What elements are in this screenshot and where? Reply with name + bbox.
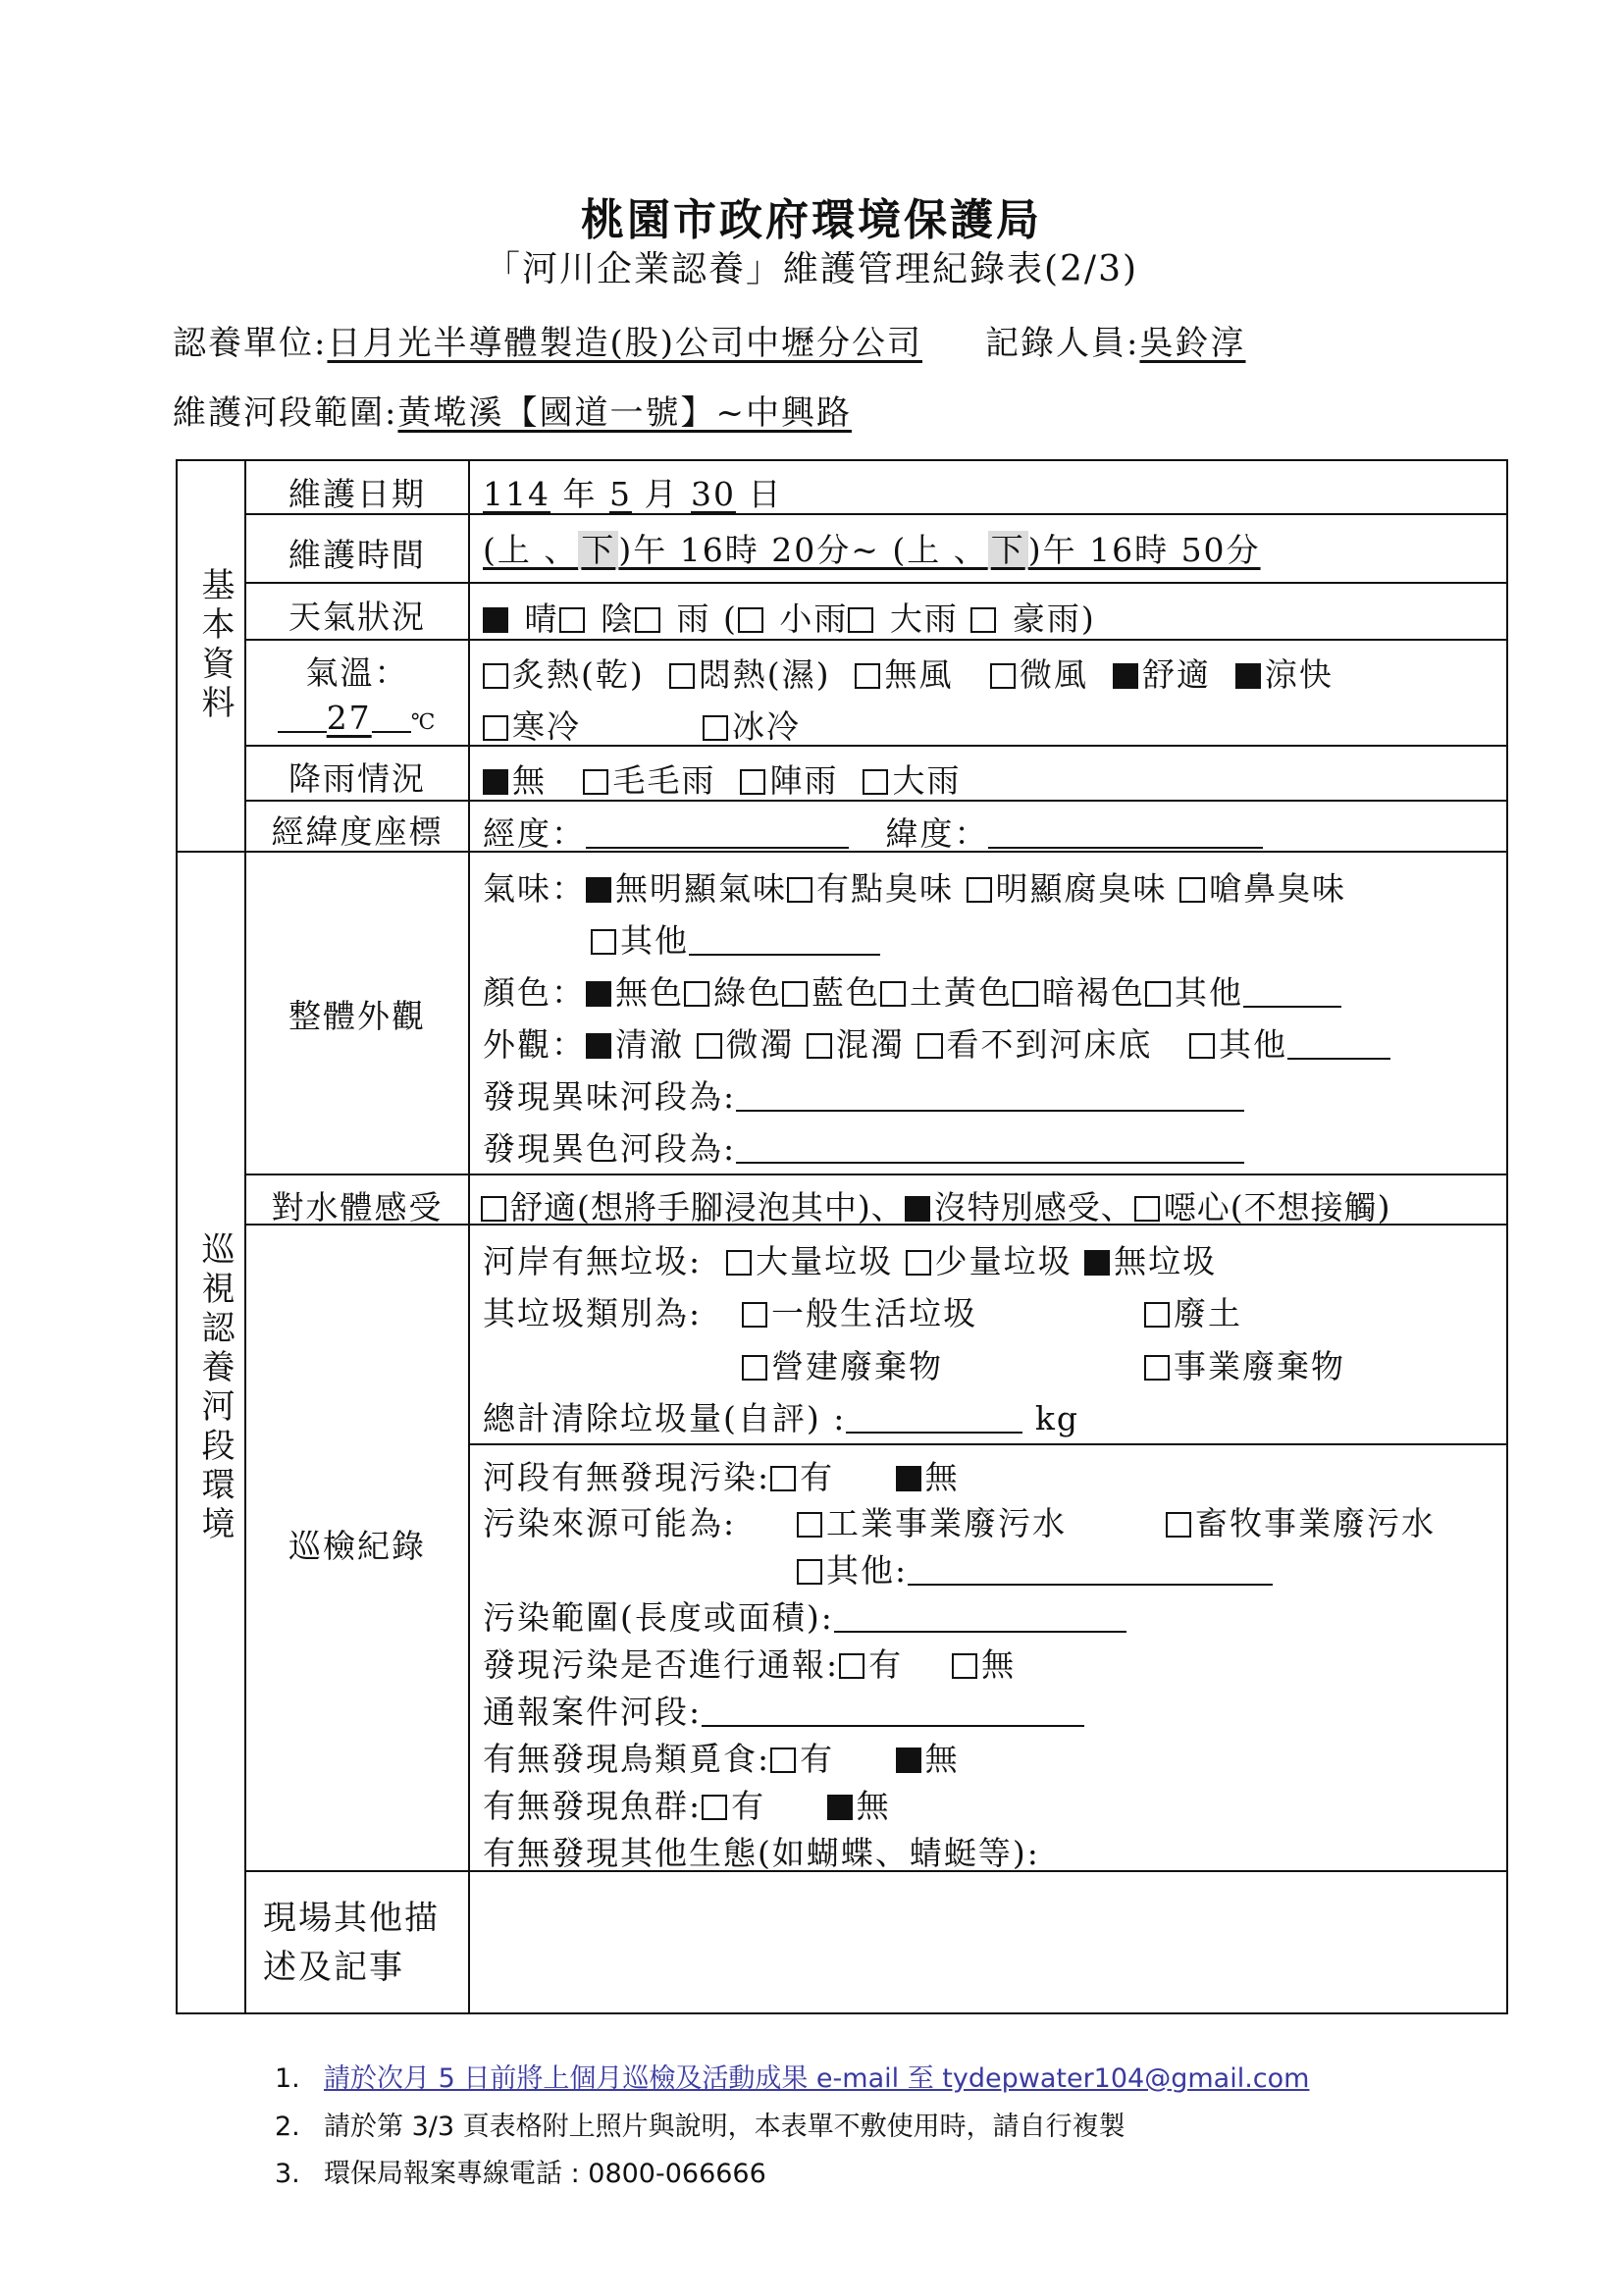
smell-other-field[interactable] <box>689 924 880 956</box>
rain-drizzle-text: 毛毛雨 <box>612 761 716 800</box>
birds-no-checkbox[interactable] <box>896 1748 921 1773</box>
trash-large-text: 大量垃圾 <box>756 1242 894 1280</box>
look-slightly-turbid-checkbox[interactable] <box>697 1033 722 1059</box>
temp-options-row1 <box>483 650 1334 696</box>
river-range-value: 黃墘溪【國道一號】~中興路 <box>397 393 852 433</box>
footer-note-1-link[interactable]: 請於次月 5 日前將上個月巡檢及活動成果 e-mail 至 tydepwater104@gmail.com <box>324 2063 1310 2094</box>
trash-label: 河岸有無垃圾: <box>483 1242 703 1280</box>
weather-light-checkbox[interactable] <box>738 607 763 633</box>
odor-section-field[interactable] <box>736 1080 1244 1112</box>
smell-other-row <box>591 915 880 962</box>
pollution-scope-label: 污染範圍(長度或面積): <box>483 1598 834 1637</box>
look-clear-text: 清澈 <box>615 1025 684 1064</box>
document-title: 桃園市政府環境保護局 <box>581 195 1042 245</box>
trash-small-checkbox[interactable] <box>906 1250 931 1276</box>
smell-label: 氣味： <box>483 869 586 908</box>
look-other-checkbox[interactable] <box>1189 1033 1215 1059</box>
fish-yes-text: 有 <box>731 1787 766 1825</box>
pollution-source-opt1-row <box>797 1498 1067 1544</box>
temperature-value: 27 <box>326 699 372 737</box>
longitude-field[interactable] <box>586 817 849 849</box>
patrol-record-label: 巡檢紀錄 <box>288 1527 426 1565</box>
report-no-text: 無 <box>981 1645 1017 1684</box>
latitude-field[interactable] <box>988 817 1263 849</box>
smell-other-checkbox[interactable] <box>591 929 616 955</box>
color-other-field[interactable] <box>1243 976 1341 1008</box>
fish-no-checkbox[interactable] <box>827 1795 853 1820</box>
feeling-comfortable-text: 舒適(想將手腳浸泡其中)、 <box>510 1188 905 1226</box>
look-no-riverbed-text: 看不到河床底 <box>946 1025 1153 1064</box>
time-pm-mark-2: 下 <box>988 531 1028 569</box>
birds-yes-checkbox[interactable] <box>770 1748 796 1773</box>
feeling-row <box>481 1182 1391 1228</box>
temperature-unit: ℃ <box>410 710 438 735</box>
other-notes-label-line2: 述及記事 <box>263 1948 404 1987</box>
feeling-label: 對水體感受 <box>271 1188 444 1226</box>
trash-type-opt2-row <box>1144 1288 1242 1334</box>
smell-other-text: 其他 <box>620 921 689 960</box>
rain-heavy-checkbox[interactable] <box>863 769 888 795</box>
trash-type-opt3-row <box>742 1341 943 1387</box>
color-blue-checkbox[interactable] <box>782 981 808 1007</box>
trash-type-soil-text: 廢土 <box>1174 1294 1242 1332</box>
footer-note-3 <box>275 2152 766 2190</box>
weather-light-text: 小雨 <box>779 600 849 638</box>
weather-heavy-text: 大雨 <box>889 600 959 638</box>
temp-freezing-text: 冰冷 <box>732 707 801 746</box>
time-part-2: )午 16時 20分~ (上 、 <box>618 531 988 569</box>
rain-options <box>483 756 961 802</box>
temp-breeze-checkbox[interactable] <box>990 663 1016 689</box>
temp-comfortable-text: 舒適 <box>1141 655 1211 694</box>
pollution-source-opt2-row <box>1166 1498 1436 1544</box>
footer-note-3-number: 3. <box>275 2159 300 2189</box>
pollution-source-row <box>483 1498 736 1544</box>
case-row <box>483 1687 1084 1733</box>
smell-rotten-text: 明顯腐臭味 <box>995 869 1168 908</box>
time-pm-mark-1: 下 <box>578 531 618 569</box>
section-basic-text: 基本資料 <box>195 567 235 724</box>
date-year: 114 <box>483 475 550 513</box>
smell-rotten-checkbox[interactable] <box>967 877 992 903</box>
color-none-checkbox[interactable] <box>586 981 611 1007</box>
footer-note-2 <box>275 2105 1126 2143</box>
color-section-row <box>483 1123 1244 1170</box>
look-turbid-text: 混濁 <box>836 1025 905 1064</box>
color-label: 顏色： <box>483 973 586 1012</box>
rain-shower-checkbox[interactable] <box>740 769 765 795</box>
smell-none-checkbox[interactable] <box>586 877 611 903</box>
weather-sunny-text: 晴 <box>524 600 559 638</box>
smell-slight-checkbox[interactable] <box>787 877 812 903</box>
birds-no-text: 無 <box>924 1740 960 1778</box>
odor-section-label: 發現異味河段為: <box>483 1077 737 1116</box>
recorder-value: 吳鈴淳 <box>1139 324 1246 363</box>
weather-cloudy-text: 陰 <box>601 600 635 638</box>
smell-pungent-text: 嗆鼻臭味 <box>1209 869 1346 908</box>
odor-section-row <box>483 1071 1244 1118</box>
look-other-field[interactable] <box>1287 1028 1390 1060</box>
color-other-text: 其他 <box>1175 973 1243 1012</box>
latitude-label: 緯度： <box>885 814 989 853</box>
color-other-checkbox[interactable] <box>1145 981 1171 1007</box>
pollution-source-other-row <box>797 1545 1273 1592</box>
trash-none-checkbox[interactable] <box>1084 1250 1110 1276</box>
temp-no-wind-checkbox[interactable] <box>855 663 880 689</box>
weather-storm-text: 豪雨) <box>1012 600 1096 638</box>
trash-type-construction-text: 營建廢棄物 <box>771 1347 943 1385</box>
source-other-field[interactable] <box>908 1554 1273 1586</box>
pollution-source-label: 污染來源可能為: <box>483 1504 737 1542</box>
weather-rain-checkbox[interactable] <box>635 607 660 633</box>
pollution-yes-checkbox[interactable] <box>770 1466 796 1491</box>
trash-type-opt4-row <box>1144 1341 1345 1387</box>
eco-row <box>483 1828 1040 1874</box>
color-section-field[interactable] <box>736 1132 1244 1164</box>
temperature-label: 氣溫： <box>305 653 409 692</box>
trash-type-construction-checkbox[interactable] <box>742 1355 767 1381</box>
weather-cloudy-checkbox[interactable] <box>559 607 585 633</box>
trash-total-row <box>483 1393 1079 1439</box>
time-part-3: )午 16時 50分 <box>1027 531 1261 569</box>
birds-label: 有無發現鳥類覓食: <box>483 1740 771 1778</box>
temp-cool-text: 涼快 <box>1264 655 1334 694</box>
rain-shower-text: 陣雨 <box>769 761 839 800</box>
temp-freezing-checkbox[interactable] <box>703 715 728 741</box>
temp-blank-right <box>372 702 411 733</box>
rain-drizzle-checkbox[interactable] <box>583 769 608 795</box>
date-day: 30 <box>690 475 736 513</box>
smell-row <box>483 863 1346 910</box>
trash-type-label: 其垃圾類別為: <box>483 1294 703 1332</box>
case-field[interactable] <box>702 1696 1084 1727</box>
source-other-checkbox[interactable] <box>797 1559 822 1585</box>
smell-slight-text: 有點臭味 <box>816 869 954 908</box>
report-row <box>483 1640 1016 1686</box>
temp-options-row2 <box>483 702 581 748</box>
document-subtitle: 「河川企業認養」維護管理紀錄表(2/3) <box>484 249 1139 289</box>
coordinate-label: 經緯度座標 <box>271 812 444 851</box>
temp-cool-checkbox[interactable] <box>1235 663 1261 689</box>
feeling-comfortable-checkbox[interactable] <box>481 1196 506 1222</box>
trash-large-checkbox[interactable] <box>726 1250 752 1276</box>
temp-cold-text: 寒冷 <box>512 707 581 746</box>
footer-note-1-number: 1. <box>275 2063 300 2094</box>
pollution-scope-field[interactable] <box>834 1601 1126 1633</box>
color-row <box>483 967 1341 1014</box>
rain-none-text: 無 <box>512 761 547 800</box>
weather-heavy-checkbox[interactable] <box>848 607 873 633</box>
color-brown-text: 暗褐色 <box>1042 973 1145 1012</box>
other-notes-label-line1: 現場其他描 <box>263 1899 440 1938</box>
case-label: 通報案件河段: <box>483 1693 703 1731</box>
temperature-value-row <box>245 699 469 737</box>
temp-no-wind-text: 無風 <box>884 655 954 694</box>
look-turbid-checkbox[interactable] <box>807 1033 832 1059</box>
report-yes-checkbox[interactable] <box>839 1653 864 1679</box>
trash-type-household-text: 一般生活垃圾 <box>771 1294 977 1332</box>
look-other-text: 其他 <box>1218 1025 1287 1064</box>
rain-heavy-text: 大雨 <box>892 761 962 800</box>
trash-none-text: 無垃圾 <box>1114 1242 1218 1280</box>
pollution-scope-row <box>483 1592 1126 1639</box>
pollution-label: 河段有無發現污染: <box>483 1458 771 1496</box>
look-no-riverbed-checkbox[interactable] <box>917 1033 943 1059</box>
feeling-neutral-checkbox[interactable] <box>905 1196 930 1222</box>
source-livestock-text: 畜牧事業廢污水 <box>1195 1504 1436 1542</box>
trash-type-household-checkbox[interactable] <box>742 1302 767 1328</box>
report-no-checkbox[interactable] <box>952 1653 977 1679</box>
footer-note-1 <box>275 2057 1309 2095</box>
trash-type-opt1-row <box>742 1288 977 1334</box>
time-label: 維護時間 <box>288 536 426 574</box>
pollution-row <box>483 1452 960 1498</box>
trash-type-soil-checkbox[interactable] <box>1144 1302 1170 1328</box>
temp-humid-text: 悶熱(濕) <box>698 655 831 694</box>
temp-comfortable-checkbox[interactable] <box>1113 663 1138 689</box>
adoption-unit-label: 認養單位: <box>173 324 328 363</box>
weather-rain-text: 雨 ( <box>676 600 738 638</box>
temp-cold-checkbox[interactable] <box>483 715 508 741</box>
fish-no-text: 無 <box>856 1787 891 1825</box>
appearance-label: 整體外觀 <box>288 997 426 1035</box>
color-green-checkbox[interactable] <box>684 981 709 1007</box>
report-yes-text: 有 <box>868 1645 904 1684</box>
other-notes-label <box>263 1894 440 1992</box>
date-value-row: 114 年 5 月 30 日 <box>483 475 783 513</box>
fish-label: 有無發現魚群: <box>483 1787 703 1825</box>
trash-total-label: 總計清除垃圾量(自評) : <box>483 1399 847 1437</box>
trash-type-industrial-text: 事業廢棄物 <box>1174 1347 1345 1385</box>
rain-label: 降雨情況 <box>288 759 426 798</box>
color-section-label: 發現異色河段為: <box>483 1129 737 1168</box>
weather-label: 天氣狀況 <box>288 598 426 636</box>
coordinate-row <box>483 809 1263 855</box>
pollution-no-checkbox[interactable] <box>896 1466 921 1491</box>
footer-note-2-number: 2. <box>275 2112 300 2142</box>
weather-storm-checkbox[interactable] <box>970 607 996 633</box>
rain-none-checkbox[interactable] <box>483 769 508 795</box>
section-patrol-text: 巡視認養河段環境 <box>195 1231 235 1545</box>
fish-yes-checkbox[interactable] <box>702 1795 727 1820</box>
trash-total-field[interactable] <box>846 1402 1022 1434</box>
birds-row <box>483 1734 960 1780</box>
time-part-1: (上 、 <box>483 531 579 569</box>
trash-type-label-row <box>483 1288 702 1334</box>
feeling-disgust-text: 噁心(不想接觸) <box>1163 1188 1391 1226</box>
eco-label: 有無發現其他生態(如蝴蝶、蜻蜓等): <box>483 1834 1040 1872</box>
longitude-label: 經度： <box>483 814 586 853</box>
trash-small-text: 少量垃圾 <box>934 1242 1073 1280</box>
section-basic-label <box>191 567 235 737</box>
source-other-text: 其他: <box>826 1551 909 1590</box>
footer-note-3-text: 環保局報案專線電話 : 0800-066666 <box>324 2159 766 2189</box>
river-range-label: 維護河段範圍: <box>173 393 398 433</box>
look-clear-checkbox[interactable] <box>586 1033 611 1059</box>
temp-humid-checkbox[interactable] <box>669 663 695 689</box>
source-livestock-checkbox[interactable] <box>1166 1512 1191 1538</box>
color-green-text: 綠色 <box>713 973 782 1012</box>
footer-note-2-text: 請於第 3/3 頁表格附上照片與說明，本表單不敷使用時，請自行複製 <box>324 2112 1126 2142</box>
weather-options <box>483 594 1096 640</box>
look-row <box>483 1019 1390 1066</box>
feeling-disgust-checkbox[interactable] <box>1134 1196 1160 1222</box>
color-ochre-checkbox[interactable] <box>880 981 906 1007</box>
source-industrial-checkbox[interactable] <box>797 1512 822 1538</box>
report-label: 發現污染是否進行通報: <box>483 1645 840 1684</box>
temp-hot-dry-text: 炙熱(乾) <box>512 655 645 694</box>
color-brown-checkbox[interactable] <box>1013 981 1038 1007</box>
weather-sunny-checkbox[interactable] <box>483 607 508 633</box>
pollution-no-text: 無 <box>924 1458 960 1496</box>
adoption-unit-value: 日月光半導體製造(股)公司中壢分公司 <box>327 324 922 363</box>
source-industrial-text: 工業事業廢污水 <box>826 1504 1067 1542</box>
color-none-text: 無色 <box>615 973 684 1012</box>
temp-breeze-text: 微風 <box>1019 655 1088 694</box>
feeling-neutral-text: 沒特別感受、 <box>933 1188 1134 1226</box>
smell-pungent-checkbox[interactable] <box>1179 877 1205 903</box>
pollution-yes-text: 有 <box>800 1458 835 1496</box>
date-month: 5 <box>608 475 632 513</box>
color-ochre-text: 土黃色 <box>910 973 1013 1012</box>
color-blue-text: 藍色 <box>812 973 880 1012</box>
smell-none-text: 無明顯氣味 <box>615 869 787 908</box>
birds-yes-text: 有 <box>800 1740 835 1778</box>
trash-total-unit: kg <box>1034 1399 1079 1437</box>
look-slightly-turbid-text: 微濁 <box>725 1025 795 1064</box>
temp-hot-dry-checkbox[interactable] <box>483 663 508 689</box>
time-value-row <box>483 525 1261 571</box>
date-label: 維護日期 <box>288 475 426 513</box>
recorder-label: 記錄人員: <box>985 324 1140 363</box>
temp-options-row2b <box>703 702 801 748</box>
trash-row <box>483 1236 1217 1282</box>
look-label: 外觀： <box>483 1025 586 1064</box>
trash-type-industrial-checkbox[interactable] <box>1144 1355 1170 1381</box>
temp-blank-left <box>278 702 327 733</box>
fish-row <box>483 1781 891 1827</box>
section-patrol-label <box>191 1231 235 1558</box>
